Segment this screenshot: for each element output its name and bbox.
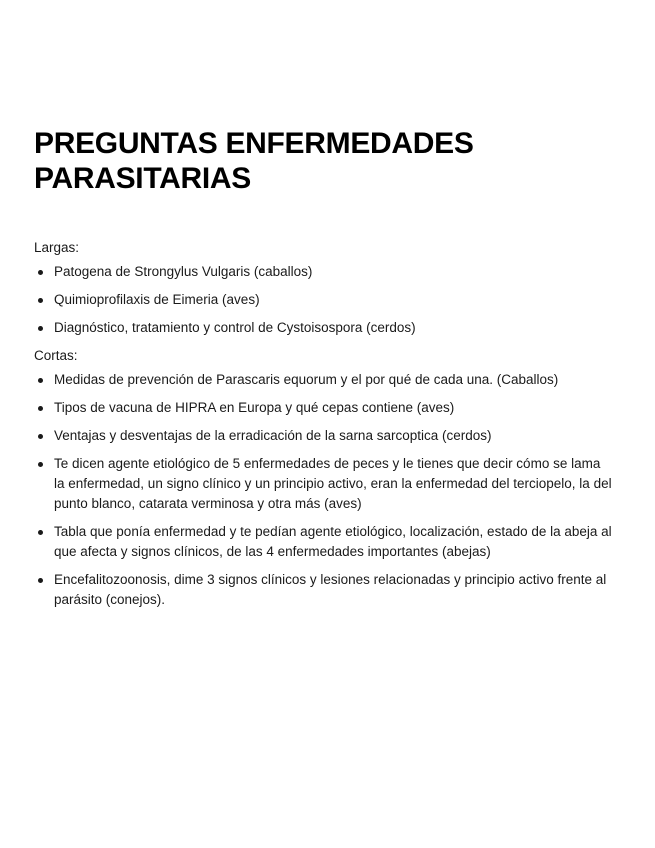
document-page [34,126,614,618]
list-item: Tipos de vacuna de HIPRA en Europa y qué cepas contiene (aves) [34,398,614,418]
document-title: PREGUNTAS ENFERMEDADES PARASITARIAS [34,127,474,195]
list-item: Encefalitozoonosis, dime 3 signos clínicos y lesiones relacionadas y principio activo frente al parásito (conejos). [34,570,614,610]
list-item: Te dicen agente etiológico de 5 enfermedades de peces y le tienes que decir cómo se lama la enfermedad, un signo clínico y un principio activo, eran la enfermedad del terciopelo, la del punto blanco, catarata verminosa y otra más (aves) [34,454,614,514]
list-item: Patogena de Strongylus Vulgaris (caballos) [34,262,614,282]
list-item: Ventajas y desventajas de la erradicación de la sarna sarcoptica (cerdos) [34,426,614,446]
list-item: Quimioprofilaxis de Eimeria (aves) [34,290,614,310]
list-item: Diagnóstico, tratamiento y control de Cystoisospora (cerdos) [34,318,614,338]
list-cortas [34,370,614,610]
list-item: Tabla que ponía enfermedad y te pedían agente etiológico, localización, estado de la abeja al que afecta y signos clínicos, de las 4 enfermedades importantes (abejas) [34,522,614,562]
section-label-largas: Largas: [34,240,80,255]
list-item: Medidas de prevención de Parascaris equorum y el por qué de cada una. (Caballos) [34,370,614,390]
section-label-cortas: Cortas: [34,348,78,363]
list-largas [34,262,614,338]
